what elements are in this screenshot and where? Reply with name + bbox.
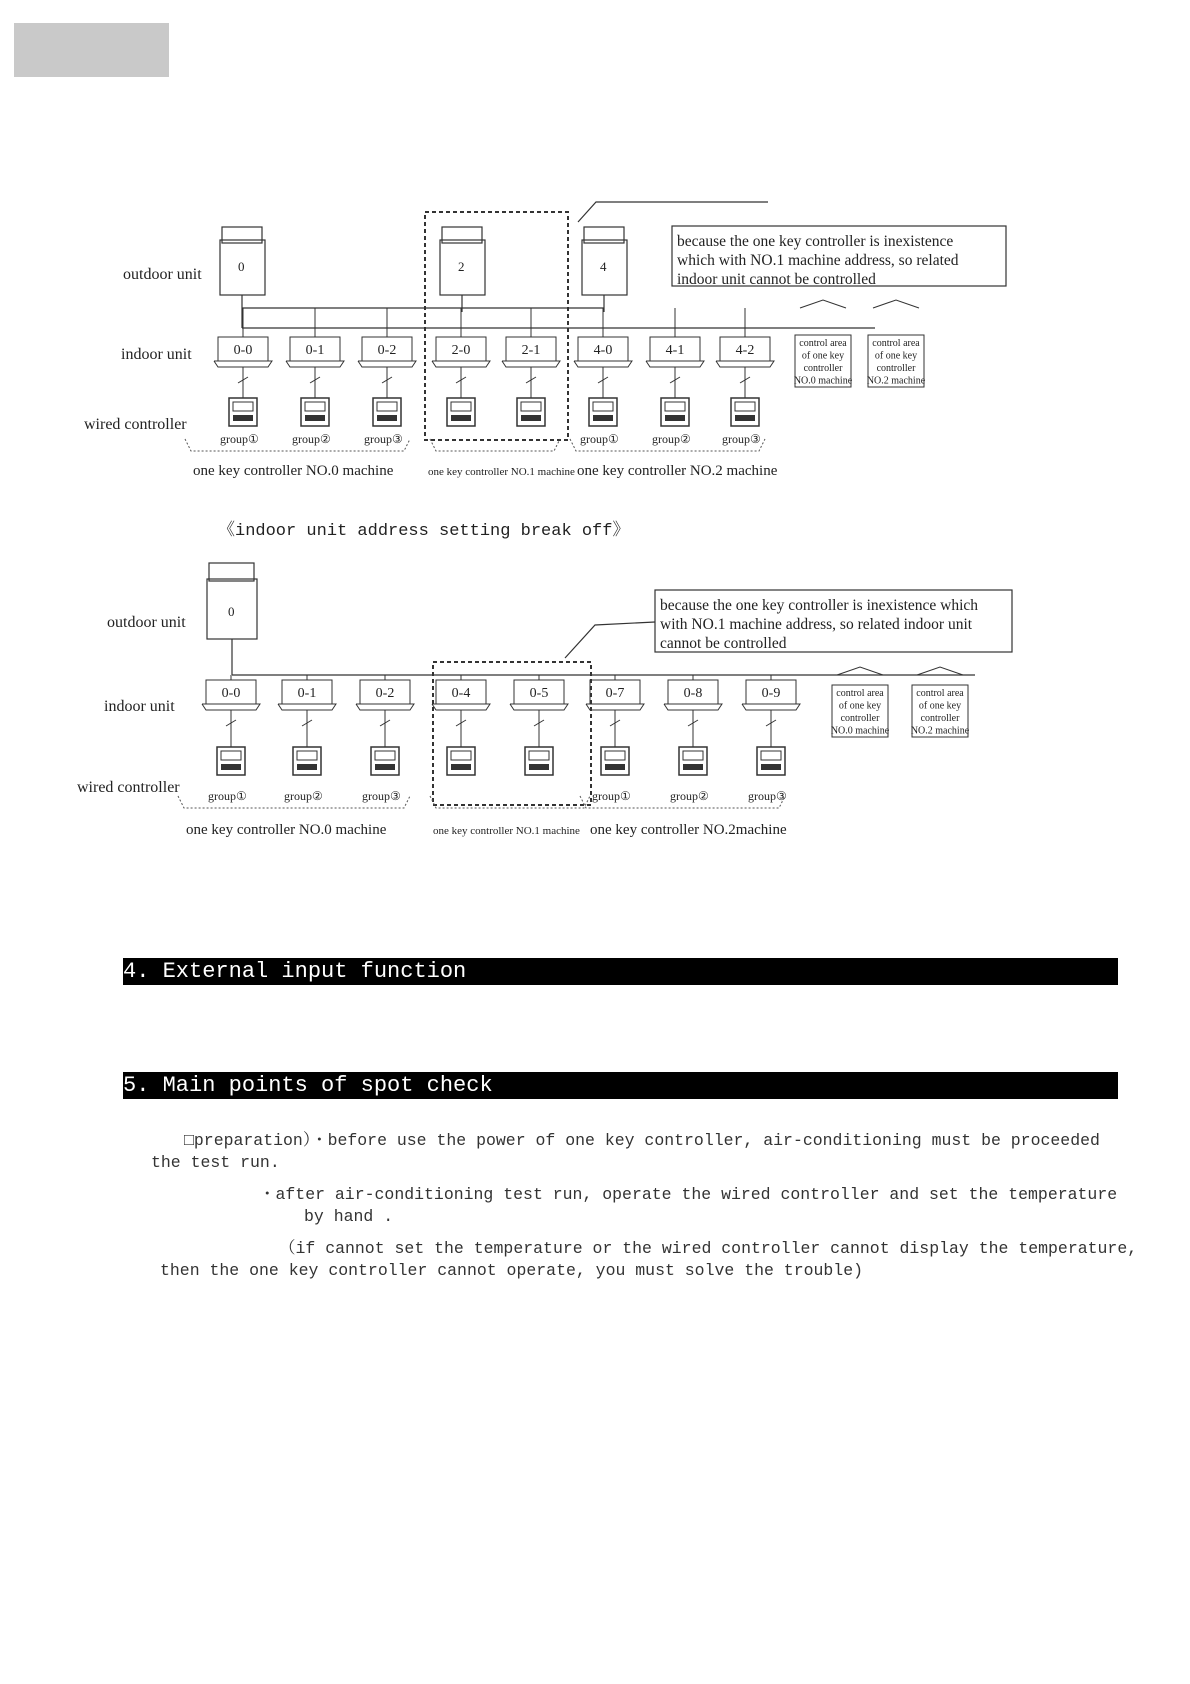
group-label: group① [220, 432, 259, 446]
note-text: with NO.1 machine address, so related indoor unit [660, 616, 973, 633]
note-text: because the one key controller is inexistence which [660, 597, 979, 614]
control-area-text: controller [920, 713, 960, 724]
indoor-unit-label: 4-1 [665, 343, 685, 358]
control-area-text: NO.2 machine [866, 375, 926, 387]
machine-label: one key controller NO.0 machine [186, 822, 387, 838]
indoor-unit-label: 0-2 [377, 343, 397, 358]
indoor-unit-label: 0-2 [375, 686, 395, 701]
indoor-unit [202, 675, 260, 747]
wired-controller-icon [517, 398, 545, 426]
machine-label: one key controller NO.1 machine [428, 466, 575, 478]
network-diagram-2 [0, 555, 1190, 855]
body-text-line: （if cannot set the temperature or the wired controller cannot display the temperature, [279, 1239, 1138, 1258]
wired-controller-icon [373, 398, 401, 426]
wired-controller-icon [589, 398, 617, 426]
indoor-unit [664, 675, 722, 747]
wired-controller-icon [447, 398, 475, 426]
indoor-unit-label: 0-9 [761, 686, 781, 701]
group-label: group② [292, 432, 331, 446]
control-area-text: control area [916, 688, 964, 699]
note-text: which with NO.1 machine address, so related [677, 252, 959, 269]
indoor-unit [432, 308, 490, 398]
wired-controller-icon [301, 398, 329, 426]
indoor-unit-label: 0-5 [529, 686, 549, 701]
group-label: group① [592, 789, 631, 803]
note-text: cannot be controlled [660, 635, 787, 652]
wired-controller-icon [525, 747, 553, 775]
section-title-spot-check: 5. Main points of spot check [123, 1072, 1118, 1099]
machine-label: one key controller NO.0 machine [193, 463, 394, 479]
control-area-text: of one key [874, 350, 918, 362]
indoor-unit [286, 308, 344, 398]
indoor-unit-label: 4-2 [735, 343, 755, 358]
group-label: group③ [364, 432, 403, 446]
control-area-text: of one key [801, 350, 845, 362]
group-label: group② [652, 432, 691, 446]
wired-controller-icon [601, 747, 629, 775]
outdoor-unit-number: 2 [458, 259, 465, 274]
indoor-unit [432, 675, 490, 747]
control-area-text: control area [872, 338, 920, 349]
selection-frame [433, 662, 591, 805]
control-area-text: of one key [838, 700, 882, 712]
body-text-line: □preparation）・before use the power of one key controller, air-conditioning must be proceeded [184, 1131, 1100, 1150]
row-label-wired: wired controller [84, 416, 187, 433]
body-text-line: by hand . [304, 1207, 394, 1226]
section-title-external-input: 4. External input function [123, 958, 1118, 985]
indoor-unit [510, 675, 568, 747]
note-text: because the one key controller is inexistence [677, 233, 954, 250]
group-label: group③ [362, 789, 401, 803]
wired-controller-icon [731, 398, 759, 426]
wired-controller-icon [447, 747, 475, 775]
outdoor-unit-number: 0 [228, 604, 235, 619]
control-area-text: NO.0 machine [830, 725, 890, 737]
indoor-unit-label: 0-0 [233, 343, 253, 358]
row-label-outdoor: outdoor unit [107, 614, 186, 631]
indoor-unit-label: 0-1 [305, 343, 325, 358]
indoor-unit [586, 675, 644, 747]
control-area-box [794, 300, 853, 387]
group-label: group② [284, 789, 323, 803]
machine-label: one key controller NO.1 machine [433, 825, 580, 837]
indoor-unit-label: 0-0 [221, 686, 241, 701]
header-tab [14, 23, 169, 77]
indoor-unit [358, 308, 416, 398]
group-label: group③ [748, 789, 787, 803]
outdoor-unit-box [442, 227, 482, 243]
control-area-text: control area [836, 688, 884, 699]
outdoor-unit-number: 0 [238, 259, 245, 274]
indoor-unit-label: 4-0 [593, 343, 613, 358]
indoor-unit-label: 0-8 [683, 686, 703, 701]
control-area-box [911, 667, 970, 737]
wired-controller-icon [293, 747, 321, 775]
indoor-unit [356, 675, 414, 747]
control-area-box [867, 300, 926, 387]
indoor-unit [574, 308, 632, 398]
body-text-line: ・after air-conditioning test run, operate the wired controller and set the temperature [259, 1185, 1118, 1204]
network-diagram-1 [0, 200, 1190, 490]
row-label-wired: wired controller [77, 779, 180, 796]
outdoor-unit-box [222, 227, 262, 243]
control-area-text: of one key [918, 700, 962, 712]
body-text-line: the test run. [151, 1153, 280, 1172]
wired-controller-icon [229, 398, 257, 426]
indoor-unit-label: 0-7 [605, 686, 625, 701]
wired-controller-icon [679, 747, 707, 775]
note-text: indoor unit cannot be controlled [677, 271, 876, 288]
wired-controller-icon [757, 747, 785, 775]
indoor-unit-label: 2-1 [521, 343, 541, 358]
control-area-text: controller [840, 713, 880, 724]
outdoor-unit-box [584, 227, 624, 243]
indoor-unit [278, 675, 336, 747]
row-label-indoor: indoor unit [121, 346, 192, 363]
wired-controller-icon [217, 747, 245, 775]
group-bracket [430, 796, 590, 808]
control-area-text: controller [803, 363, 843, 374]
outdoor-unit-number: 4 [600, 259, 607, 274]
group-label: group② [670, 789, 709, 803]
machine-label: one key controller NO.2 machine [577, 463, 778, 479]
group-label: group① [208, 789, 247, 803]
control-area-text: NO.0 machine [793, 375, 853, 387]
indoor-unit [742, 675, 800, 747]
outdoor-unit-box [209, 563, 254, 581]
indoor-unit-label: 0-4 [451, 686, 471, 701]
control-area-text: controller [876, 363, 916, 374]
row-label-indoor: indoor unit [104, 698, 175, 715]
body-text-line: then the one key controller cannot operate, you must solve the trouble) [160, 1261, 864, 1280]
control-area-text: control area [799, 338, 847, 349]
wired-controller-icon [371, 747, 399, 775]
indoor-unit [502, 308, 560, 398]
diagram-caption: 《indoor unit address setting break off》 [218, 522, 630, 541]
indoor-units-1 [185, 300, 926, 451]
group-label: group① [580, 432, 619, 446]
indoor-unit [646, 308, 704, 398]
indoor-unit [716, 308, 774, 398]
row-label-outdoor: outdoor unit [123, 266, 202, 283]
group-label: group③ [722, 432, 761, 446]
indoor-units-2 [178, 667, 970, 808]
indoor-unit [214, 308, 272, 398]
control-area-box [831, 667, 890, 737]
control-area-text: NO.2 machine [910, 725, 970, 737]
indoor-unit-label: 2-0 [451, 343, 471, 358]
indoor-unit-label: 0-1 [297, 686, 317, 701]
wired-controller-icon [661, 398, 689, 426]
machine-label: one key controller NO.2machine [590, 822, 787, 838]
